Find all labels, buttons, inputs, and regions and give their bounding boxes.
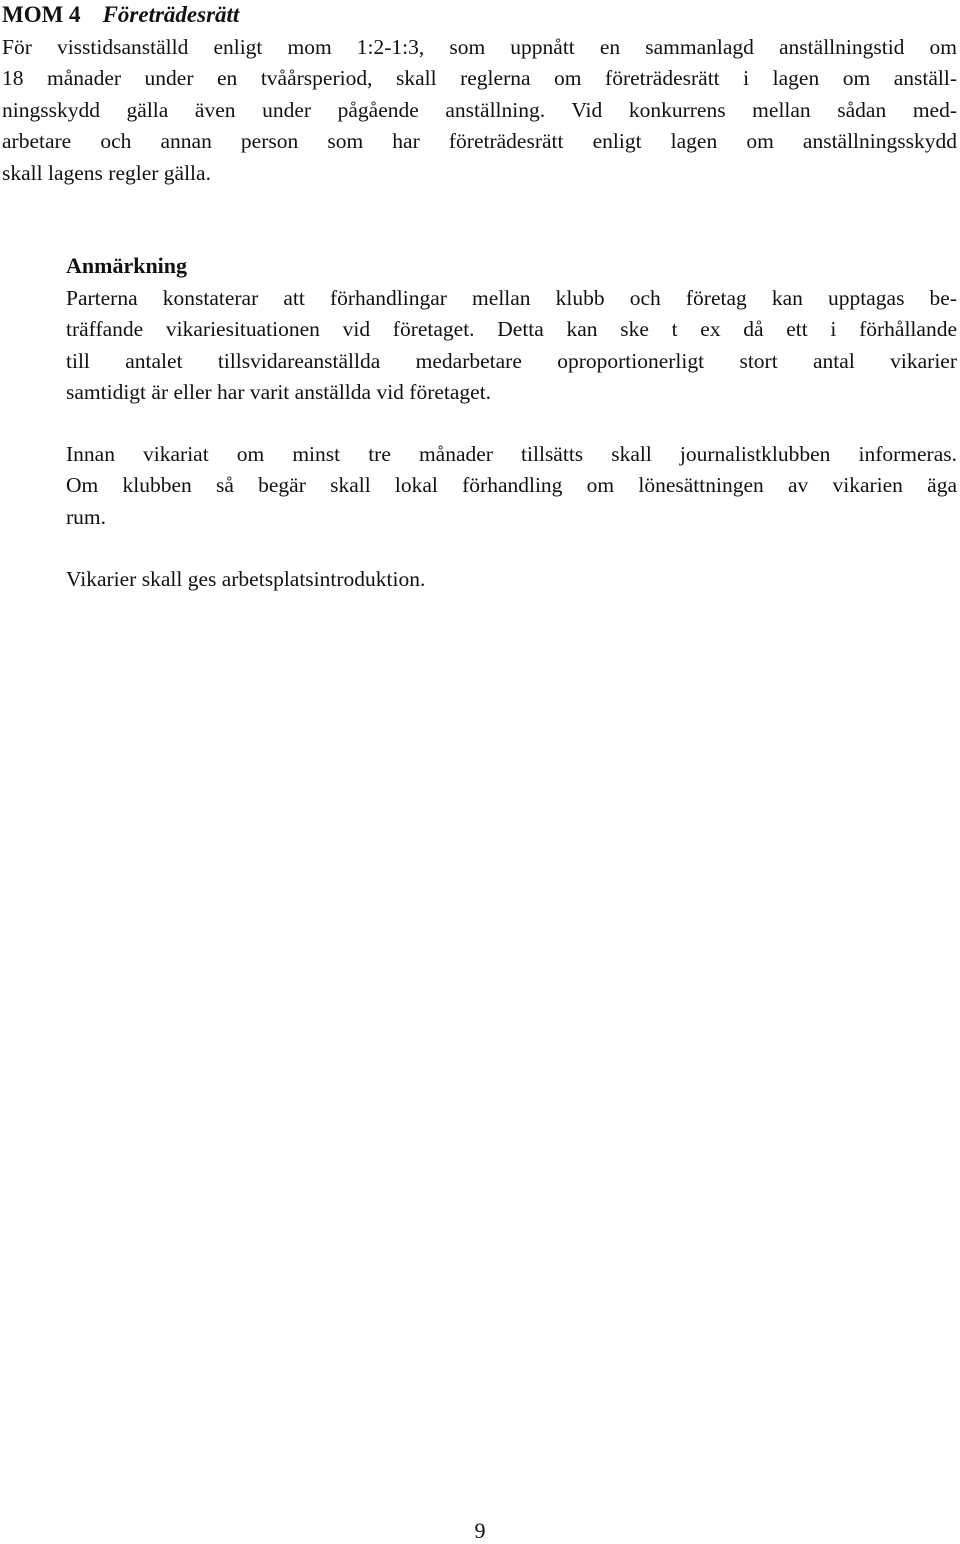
paragraph-line: arbetare och annan person som har företrädesrätt enligt lagen om anställningsskydd — [2, 129, 957, 154]
paragraph-line: Vikarier skall ges arbetsplatsintroduktion. — [66, 567, 426, 591]
paragraph-line: För visstidsanställd enligt mom 1:2-1:3, som uppnått en sammanlagd anställningstid om — [2, 35, 957, 59]
paragraph-line: rum. — [66, 504, 107, 529]
paragraph-introduction — [66, 564, 957, 595]
paragraph-line: träffande vikariesituationen vid företaget. Detta kan ske t ex då ett i förhållande — [66, 317, 957, 342]
note-heading: Anmärkning — [66, 253, 188, 278]
paragraph-line: samtidigt är eller har varit anställda vid företaget. — [66, 380, 492, 405]
paragraph-line: 18 månader under en tvåårsperiod, skall reglerna om företrädesrätt i lagen om anställ- — [2, 66, 957, 91]
paragraph-line: skall lagens regler gälla. — [2, 160, 211, 185]
section-heading — [2, 0, 239, 30]
paragraph-line: Innan vikariat om minst tre månader tillsätts skall journalistklubben informeras. — [66, 442, 957, 466]
paragraph-line: Parterna konstaterar att förhandlingar mellan klubb och företag kan upptagas be- — [66, 286, 957, 310]
section-number: MOM 4 — [2, 2, 81, 27]
paragraph-temporary-positions — [66, 439, 957, 533]
page-number: 9 — [474, 1518, 486, 1543]
paragraph-preference-rights — [2, 32, 957, 189]
paragraph-line: till antalet tillsvidareanställda medarbetare oproportionerligt stort antal vikarier — [66, 348, 957, 373]
section-title: Företrädesrätt — [102, 2, 240, 27]
paragraph-line: Om klubben så begär skall lokal förhandling om lönesättningen av vikarien äga — [66, 473, 957, 498]
paragraph-line: ningsskydd gälla även under pågående anställning. Vid konkurrens mellan sådan med- — [2, 97, 957, 122]
paragraph-negotiations — [66, 283, 957, 409]
